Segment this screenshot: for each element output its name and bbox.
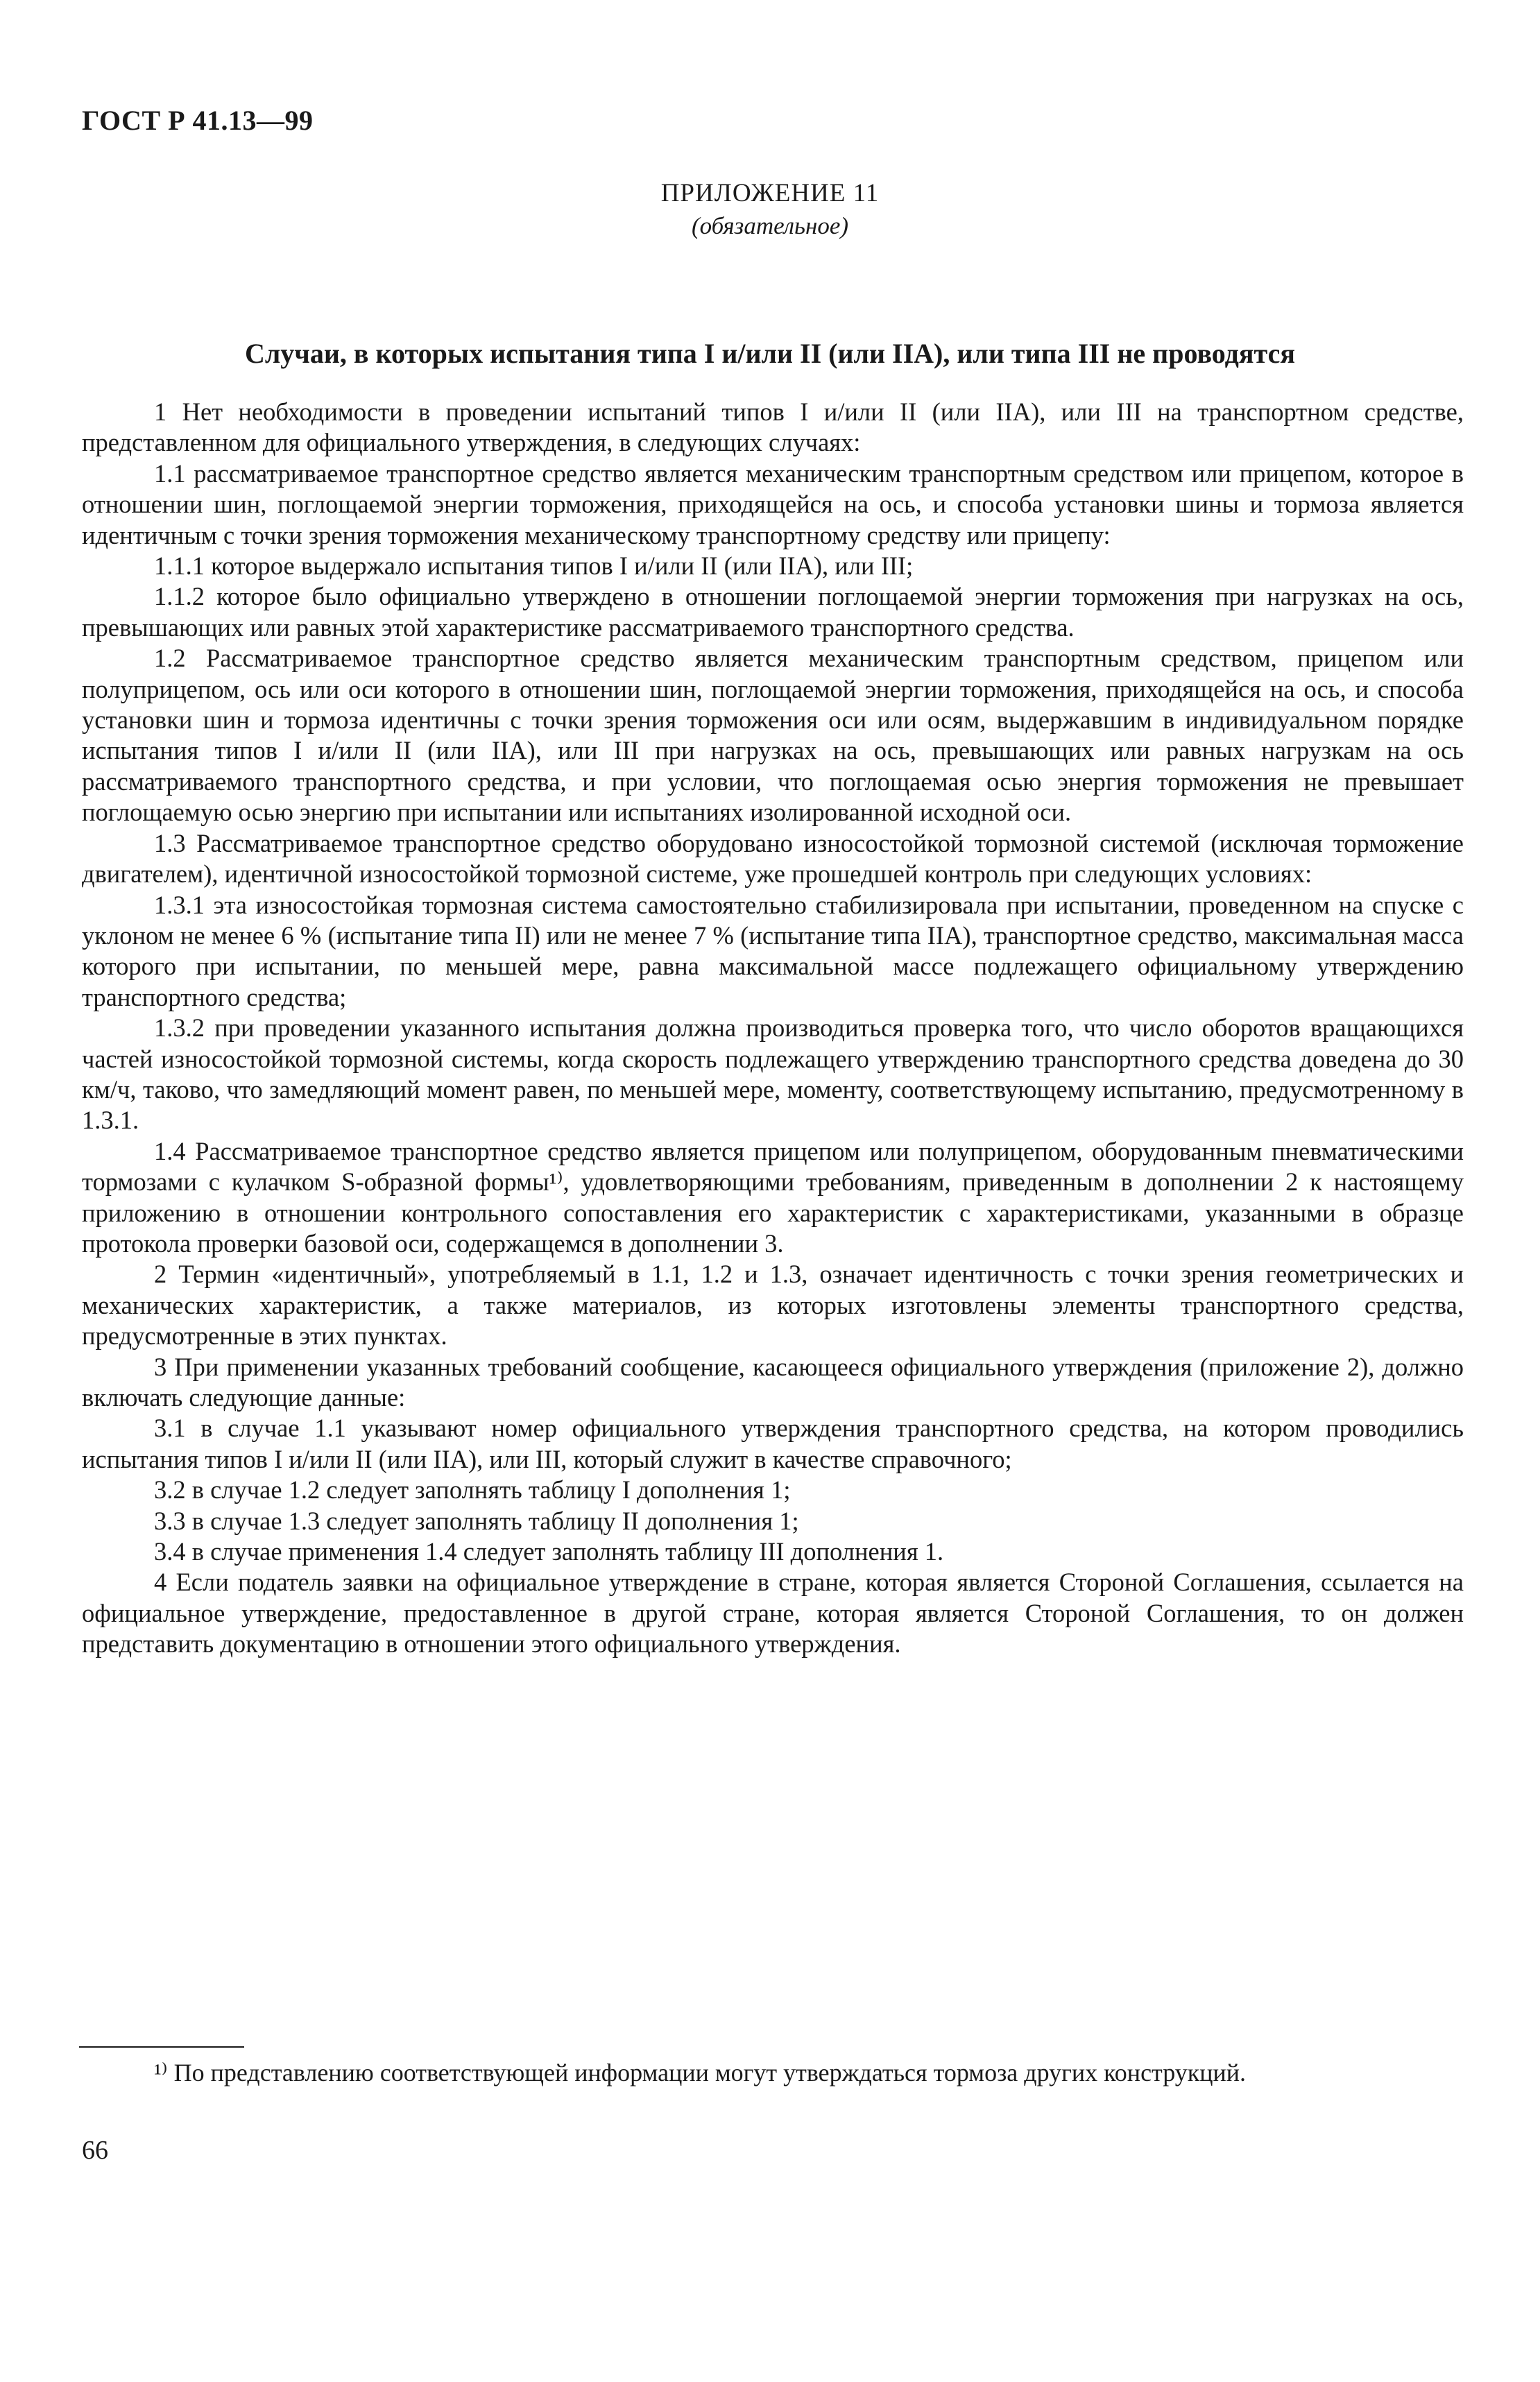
paragraph: 1 Нет необходимости в проведении испытаний типов I и/или II (или IIA), или III на транспортном средстве, представленном для официального утверждения, в следующих случаях:: [82, 397, 1464, 457]
paragraph: 3 При применении указанных требований сообщение, касающееся официального утверждения (приложение 2), должно включать следующие данные:: [82, 1352, 1464, 1412]
paragraph: 1.1 рассматриваемое транспортное средство является механическим транспортным средством или прицепом, которое в отношении шин, поглощаемой энергии торможения, приходящейся на ось, и способа установки шины и тормоза является идентичным с точки зрения торможения механическому транспортному средству или прицепу:: [82, 459, 1464, 549]
document-code: ГОСТ Р 41.13—99: [82, 105, 314, 136]
appendix-subtitle: (обязательное): [691, 212, 849, 239]
paragraph: 1.3.1 эта износостойкая тормозная система самостоятельно стабилизировала при испытании, проведенном на спуске с уклоном не менее 6 % (испытание типа II) или не менее 7 % (испытание типа IIA), транспортное средство, максимальная масса которого при испытании, по меньшей мере, равна максимальной массе подлежащего официальному утверждению транспортного средства;: [82, 890, 1464, 1011]
paragraph: 1.2 Рассматриваемое транспортное средство является механическим транспортным средством, прицепом или полуприцепом, ось или оси которого в отношении шин, поглощаемой энергии торможения, приходящейся на ось, и способа установки шин и тормоза идентичны с точки зрения торможения оси или осям, выдержавшим в индивидуальном порядке испытания типов I и/или II (или IIA), или III при нагрузках на ось, превышающих или равных нагрузкам на ось рассматриваемого транспортного средства, и при условии, что поглощаемая осью энергия торможения не превышает поглощаемую осью энергию при испытании или испытаниях изолированной исходной оси.: [82, 644, 1464, 827]
paragraph: 1.4 Рассматриваемое транспортное средство является прицепом или полуприцепом, оборудованным пневматическими тормозами с кулачком S-образной формы¹⁾, удовлетворяющими требованиям, приведенным в дополнении 2 к настоящему приложению в отношении контрольного сопоставления его характеристик с характеристиками, указанными в образце протокола проверки базовой оси, содержащемся в дополнении 3.: [82, 1136, 1464, 1258]
appendix-heading: [0, 177, 1540, 242]
footnote: ¹⁾ По представлению соответствующей информации могут утверждаться тормоза других конструкций.: [154, 2059, 1247, 2087]
footnote-divider: [79, 2046, 244, 2048]
paragraph: 1.3 Рассматриваемое транспортное средство оборудовано износостойкой тормозной системой (исключая торможение двигателем), идентичной износостойкой тормозной системе, уже прошедшей контроль при следующих условиях:: [82, 828, 1464, 889]
paragraph: 3.4 в случае применения 1.4 следует заполнять таблицу III дополнения 1.: [154, 1537, 944, 1566]
section-title: Случаи, в которых испытания типа I и/или II (или IIA), или типа III не проводятся: [244, 338, 1296, 369]
appendix-title: ПРИЛОЖЕНИЕ 11: [660, 179, 880, 207]
paragraph: 1.1.1 которое выдержало испытания типов I и/или II (или IIA), или III;: [154, 551, 914, 581]
page-number: 66: [82, 2136, 108, 2165]
paragraph: 3.2 в случае 1.2 следует заполнять таблицу I дополнения 1;: [154, 1475, 791, 1505]
paragraph: 1.3.2 при проведении указанного испытания должна производиться проверка того, что число оборотов вращающихся частей износостойкой тормозной системы, когда скорость подлежащего утверждению транспортного средства доведена до 30 км/ч, таково, что замедляющий момент равен, по меньшей мере, моменту, соответствующему испытанию, предусмотренному в 1.3.1.: [82, 1013, 1464, 1135]
paragraph: 4 Если податель заявки на официальное утверждение в стране, которая является Стороной Соглашения, ссылается на официальное утверждение, предоставленное в другой стране, которая является Стороной Соглашения, то он должен представить документацию в отношении этого официального утверждения.: [82, 1568, 1464, 1659]
paragraph: 3.3 в случае 1.3 следует заполнять таблицу II дополнения 1;: [154, 1506, 799, 1535]
paragraph: 1.1.2 которое было официально утверждено в отношении поглощаемой энергии торможения при нагрузках на ось, превышающих или равных этой характеристике рассматриваемого транспортного средства.: [82, 582, 1464, 642]
paragraph: 2 Термин «идентичный», употребляемый в 1.1, 1.2 и 1.3, означает идентичность с точки зрения геометрических и механических характеристик, а также материалов, из которых изготовлены элементы транспортного средства, предусмотренные в этих пунктах.: [82, 1260, 1464, 1351]
paragraph: 3.1 в случае 1.1 указывают номер официального утверждения транспортного средства, на котором проводились испытания типов I и/или II (или IIA), или III, который служит в качестве справочного;: [82, 1414, 1464, 1473]
body-text: [82, 397, 1464, 1660]
